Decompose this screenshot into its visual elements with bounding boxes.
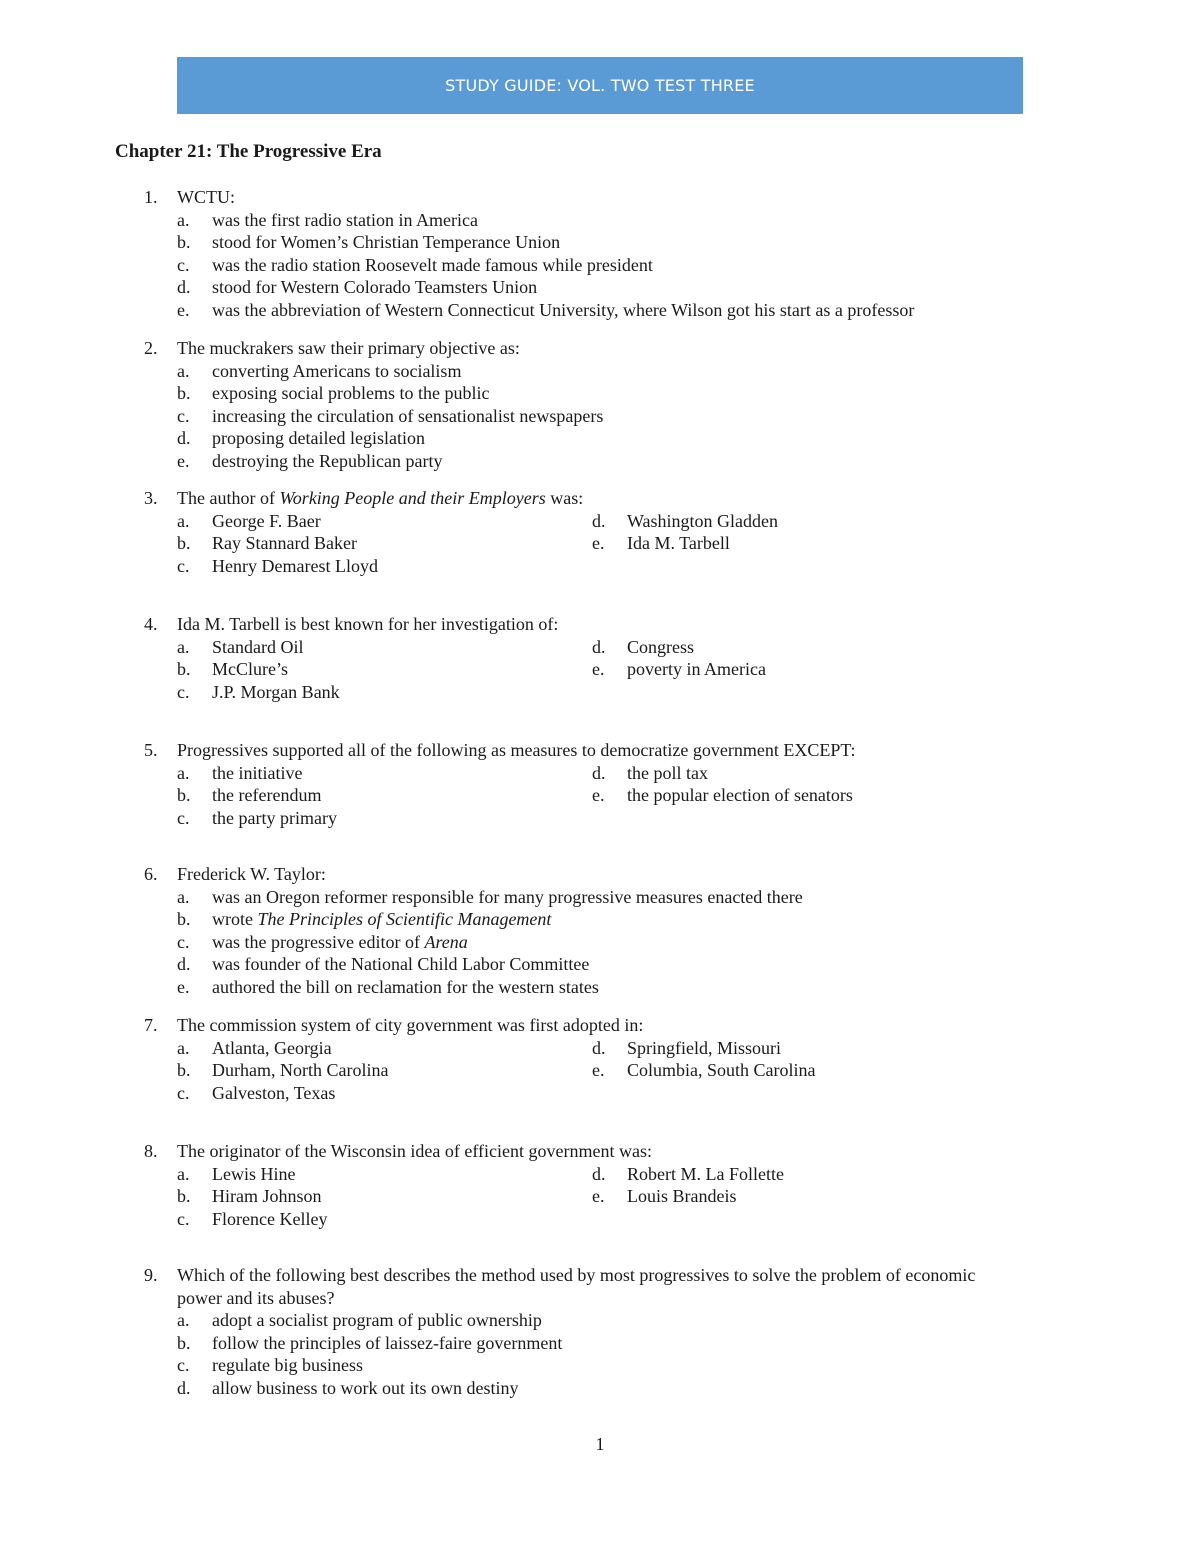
- option-text: the initiative: [212, 762, 303, 783]
- question-stem: Progressives supported all of the following as measures to democratize government EXCEPT:: [177, 740, 856, 760]
- header-banner: [177, 57, 1023, 114]
- option-letter: b.: [177, 232, 191, 253]
- option-text: [212, 931, 468, 954]
- option-letter: e.: [592, 659, 605, 680]
- option-text: Durham, North Carolina: [212, 1060, 389, 1081]
- option-letter: e.: [592, 785, 605, 806]
- option-c: [0, 931, 1200, 954]
- question-number: 5.: [144, 740, 158, 760]
- option-row: [0, 762, 1200, 785]
- option-text: proposing detailed legislation: [212, 428, 425, 449]
- option-letter: c.: [177, 254, 190, 275]
- option-text: stood for Western Colorado Teamsters Union: [212, 277, 538, 298]
- option-letter: e.: [177, 450, 190, 471]
- option-text: authored the bill on reclamation for the western states: [212, 976, 599, 997]
- option-text: was the abbreviation of Western Connecticut University, where Wilson got his start as a professor: [212, 299, 915, 320]
- option-text: increasing the circulation of sensationalist newspapers: [212, 405, 604, 426]
- option-row: [0, 1163, 1200, 1186]
- option-text: the poll tax: [627, 762, 708, 783]
- question-6: [0, 863, 1200, 999]
- question-stem: Frederick W. Taylor:: [177, 864, 326, 884]
- option-text: allow business to work out its own destiny: [212, 1377, 519, 1398]
- option-a: [0, 209, 1200, 232]
- option-d: [0, 1377, 1200, 1400]
- option-letter: e.: [177, 976, 190, 997]
- option-text: Atlanta, Georgia: [212, 1037, 332, 1058]
- question-stem: WCTU:: [177, 187, 235, 207]
- question-stem: The muckrakers saw their primary objective as:: [177, 338, 520, 358]
- option-b: [0, 231, 1200, 254]
- option-letter: d.: [177, 428, 191, 449]
- option-text: Standard Oil: [212, 636, 304, 657]
- option-text: Columbia, South Carolina: [627, 1060, 816, 1081]
- option-text: Congress: [627, 636, 694, 657]
- question-number: 7.: [144, 1015, 158, 1035]
- option-a: [0, 886, 1200, 909]
- option-letter: c.: [177, 555, 190, 576]
- page-number: 1: [595, 1434, 605, 1454]
- option-text: exposing social problems to the public: [212, 383, 490, 404]
- option-letter: d.: [592, 636, 606, 657]
- option-letter: b.: [177, 1060, 191, 1081]
- option-letter: d.: [592, 1037, 606, 1058]
- option-row: [0, 807, 1200, 830]
- option-letter: d.: [592, 762, 606, 783]
- book-title: The Principles of Scientific Management: [257, 909, 552, 930]
- question-number: 3.: [144, 488, 158, 508]
- question-2: [0, 337, 1200, 473]
- option-a: [0, 1309, 1200, 1332]
- option-letter: e.: [592, 533, 605, 554]
- option-e: [0, 450, 1200, 473]
- option-text: Louis Brandeis: [627, 1186, 737, 1207]
- option-letter: b.: [177, 1186, 191, 1207]
- publication-title: Arena: [424, 931, 468, 952]
- question-stem: The originator of the Wisconsin idea of efficient government was:: [177, 1141, 652, 1161]
- question-number: 8.: [144, 1141, 158, 1161]
- option-row: [0, 658, 1200, 681]
- option-letter: c.: [177, 931, 190, 952]
- option-b: [0, 1332, 1200, 1355]
- option-text: Lewis Hine: [212, 1163, 296, 1184]
- option-row: [0, 1082, 1200, 1105]
- stem-text: was:: [545, 488, 584, 508]
- option-text: Galveston, Texas: [212, 1082, 336, 1103]
- option-letter: a.: [177, 1163, 190, 1184]
- option-d: [0, 427, 1200, 450]
- option-letter: c.: [177, 405, 190, 426]
- book-title: Working People and their Employers: [279, 488, 546, 508]
- option-letter: c.: [177, 681, 190, 702]
- question-4: [0, 613, 1200, 703]
- option-text: Ida M. Tarbell: [627, 533, 730, 554]
- option-text: stood for Women’s Christian Temperance Union: [212, 232, 561, 253]
- option-letter: a.: [177, 636, 190, 657]
- option-text: regulate big business: [212, 1355, 363, 1376]
- option-letter: b.: [177, 659, 191, 680]
- option-letter: d.: [177, 954, 191, 975]
- option-text: McClure’s: [212, 659, 288, 680]
- option-text: [212, 908, 551, 931]
- option-row: [0, 555, 1200, 578]
- option-row: [0, 1208, 1200, 1231]
- option-text: J.P. Morgan Bank: [212, 681, 340, 702]
- option-text: converting Americans to socialism: [212, 360, 462, 381]
- question-number: 6.: [144, 864, 158, 884]
- option-letter: a.: [177, 360, 190, 381]
- option-letter: d.: [177, 1377, 191, 1398]
- option-letter: d.: [592, 1163, 606, 1184]
- banner-title: STUDY GUIDE: VOL. TWO TEST THREE: [445, 76, 755, 95]
- option-letter: b.: [177, 1332, 191, 1353]
- question-number: 2.: [144, 338, 158, 358]
- option-row: [0, 1037, 1200, 1060]
- question-9: [0, 1264, 1200, 1400]
- option-b: [0, 908, 1200, 931]
- option-text: Florence Kelley: [212, 1208, 328, 1229]
- question-3: [0, 487, 1200, 577]
- option-text: was the first radio station in America: [212, 209, 478, 230]
- option-letter: b.: [177, 909, 191, 930]
- stem-text: The author of: [177, 488, 280, 508]
- option-e: [0, 299, 1200, 322]
- option-letter: a.: [177, 209, 190, 230]
- question-5: [0, 739, 1200, 829]
- option-letter: b.: [177, 533, 191, 554]
- option-a: [0, 360, 1200, 383]
- option-row: [0, 1185, 1200, 1208]
- option-row: [0, 784, 1200, 807]
- question-8: [0, 1140, 1200, 1230]
- option-text-plain: was the progressive editor of: [212, 931, 425, 952]
- option-letter: b.: [177, 785, 191, 806]
- option-letter: a.: [177, 1037, 190, 1058]
- option-text: Springfield, Missouri: [627, 1037, 782, 1058]
- option-c: [0, 1354, 1200, 1377]
- option-letter: e.: [592, 1060, 605, 1081]
- option-letter: c.: [177, 1208, 190, 1229]
- option-text: follow the principles of laissez-faire government: [212, 1332, 563, 1353]
- option-e: [0, 976, 1200, 999]
- option-letter: b.: [177, 383, 191, 404]
- question-number: 9.: [144, 1265, 158, 1285]
- question-7: [0, 1014, 1200, 1104]
- question-stem: [177, 487, 583, 510]
- option-letter: e.: [177, 299, 190, 320]
- option-text: was founder of the National Child Labor Committee: [212, 954, 590, 975]
- option-letter: a.: [177, 886, 190, 907]
- question-stem: Ida M. Tarbell is best known for her investigation of:: [177, 614, 559, 634]
- option-text: the party primary: [212, 807, 337, 828]
- option-text: was an Oregon reformer responsible for many progressive measures enacted there: [212, 886, 803, 907]
- option-text: Robert M. La Follette: [627, 1163, 784, 1184]
- question-stem: Which of the following best describes the method used by most progressives to solve the problem of economic power and its abuses?: [177, 1265, 976, 1308]
- option-text: Henry Demarest Lloyd: [212, 555, 378, 576]
- option-text: was the radio station Roosevelt made famous while president: [212, 254, 653, 275]
- option-letter: a.: [177, 1310, 190, 1331]
- option-row: [0, 1059, 1200, 1082]
- option-text: destroying the Republican party: [212, 450, 443, 471]
- chapter-title: Chapter 21: The Progressive Era: [115, 141, 382, 162]
- option-letter: e.: [592, 1186, 605, 1207]
- option-row: [0, 681, 1200, 704]
- option-c: [0, 254, 1200, 277]
- option-letter: d.: [592, 510, 606, 531]
- option-letter: c.: [177, 1082, 190, 1103]
- option-text: adopt a socialist program of public ownership: [212, 1310, 542, 1331]
- question-number: 1.: [144, 187, 158, 207]
- option-letter: c.: [177, 1355, 190, 1376]
- question-number: 4.: [144, 614, 158, 634]
- option-c: [0, 405, 1200, 428]
- question-stem: The commission system of city government was first adopted in:: [177, 1015, 644, 1035]
- question-1: [0, 186, 1200, 322]
- option-row: [0, 532, 1200, 555]
- option-letter: a.: [177, 510, 190, 531]
- option-letter: d.: [177, 277, 191, 298]
- option-b: [0, 382, 1200, 405]
- option-letter: c.: [177, 807, 190, 828]
- option-text: George F. Baer: [212, 510, 321, 531]
- option-d: [0, 276, 1200, 299]
- option-letter: a.: [177, 762, 190, 783]
- option-text-plain: wrote: [212, 909, 258, 930]
- option-text: Washington Gladden: [627, 510, 779, 531]
- option-text: the referendum: [212, 785, 322, 806]
- option-row: [0, 510, 1200, 533]
- option-text: Ray Stannard Baker: [212, 533, 357, 554]
- option-text: the popular election of senators: [627, 785, 853, 806]
- option-text: poverty in America: [627, 659, 766, 680]
- option-text: Hiram Johnson: [212, 1186, 322, 1207]
- option-row: [0, 636, 1200, 659]
- option-d: [0, 953, 1200, 976]
